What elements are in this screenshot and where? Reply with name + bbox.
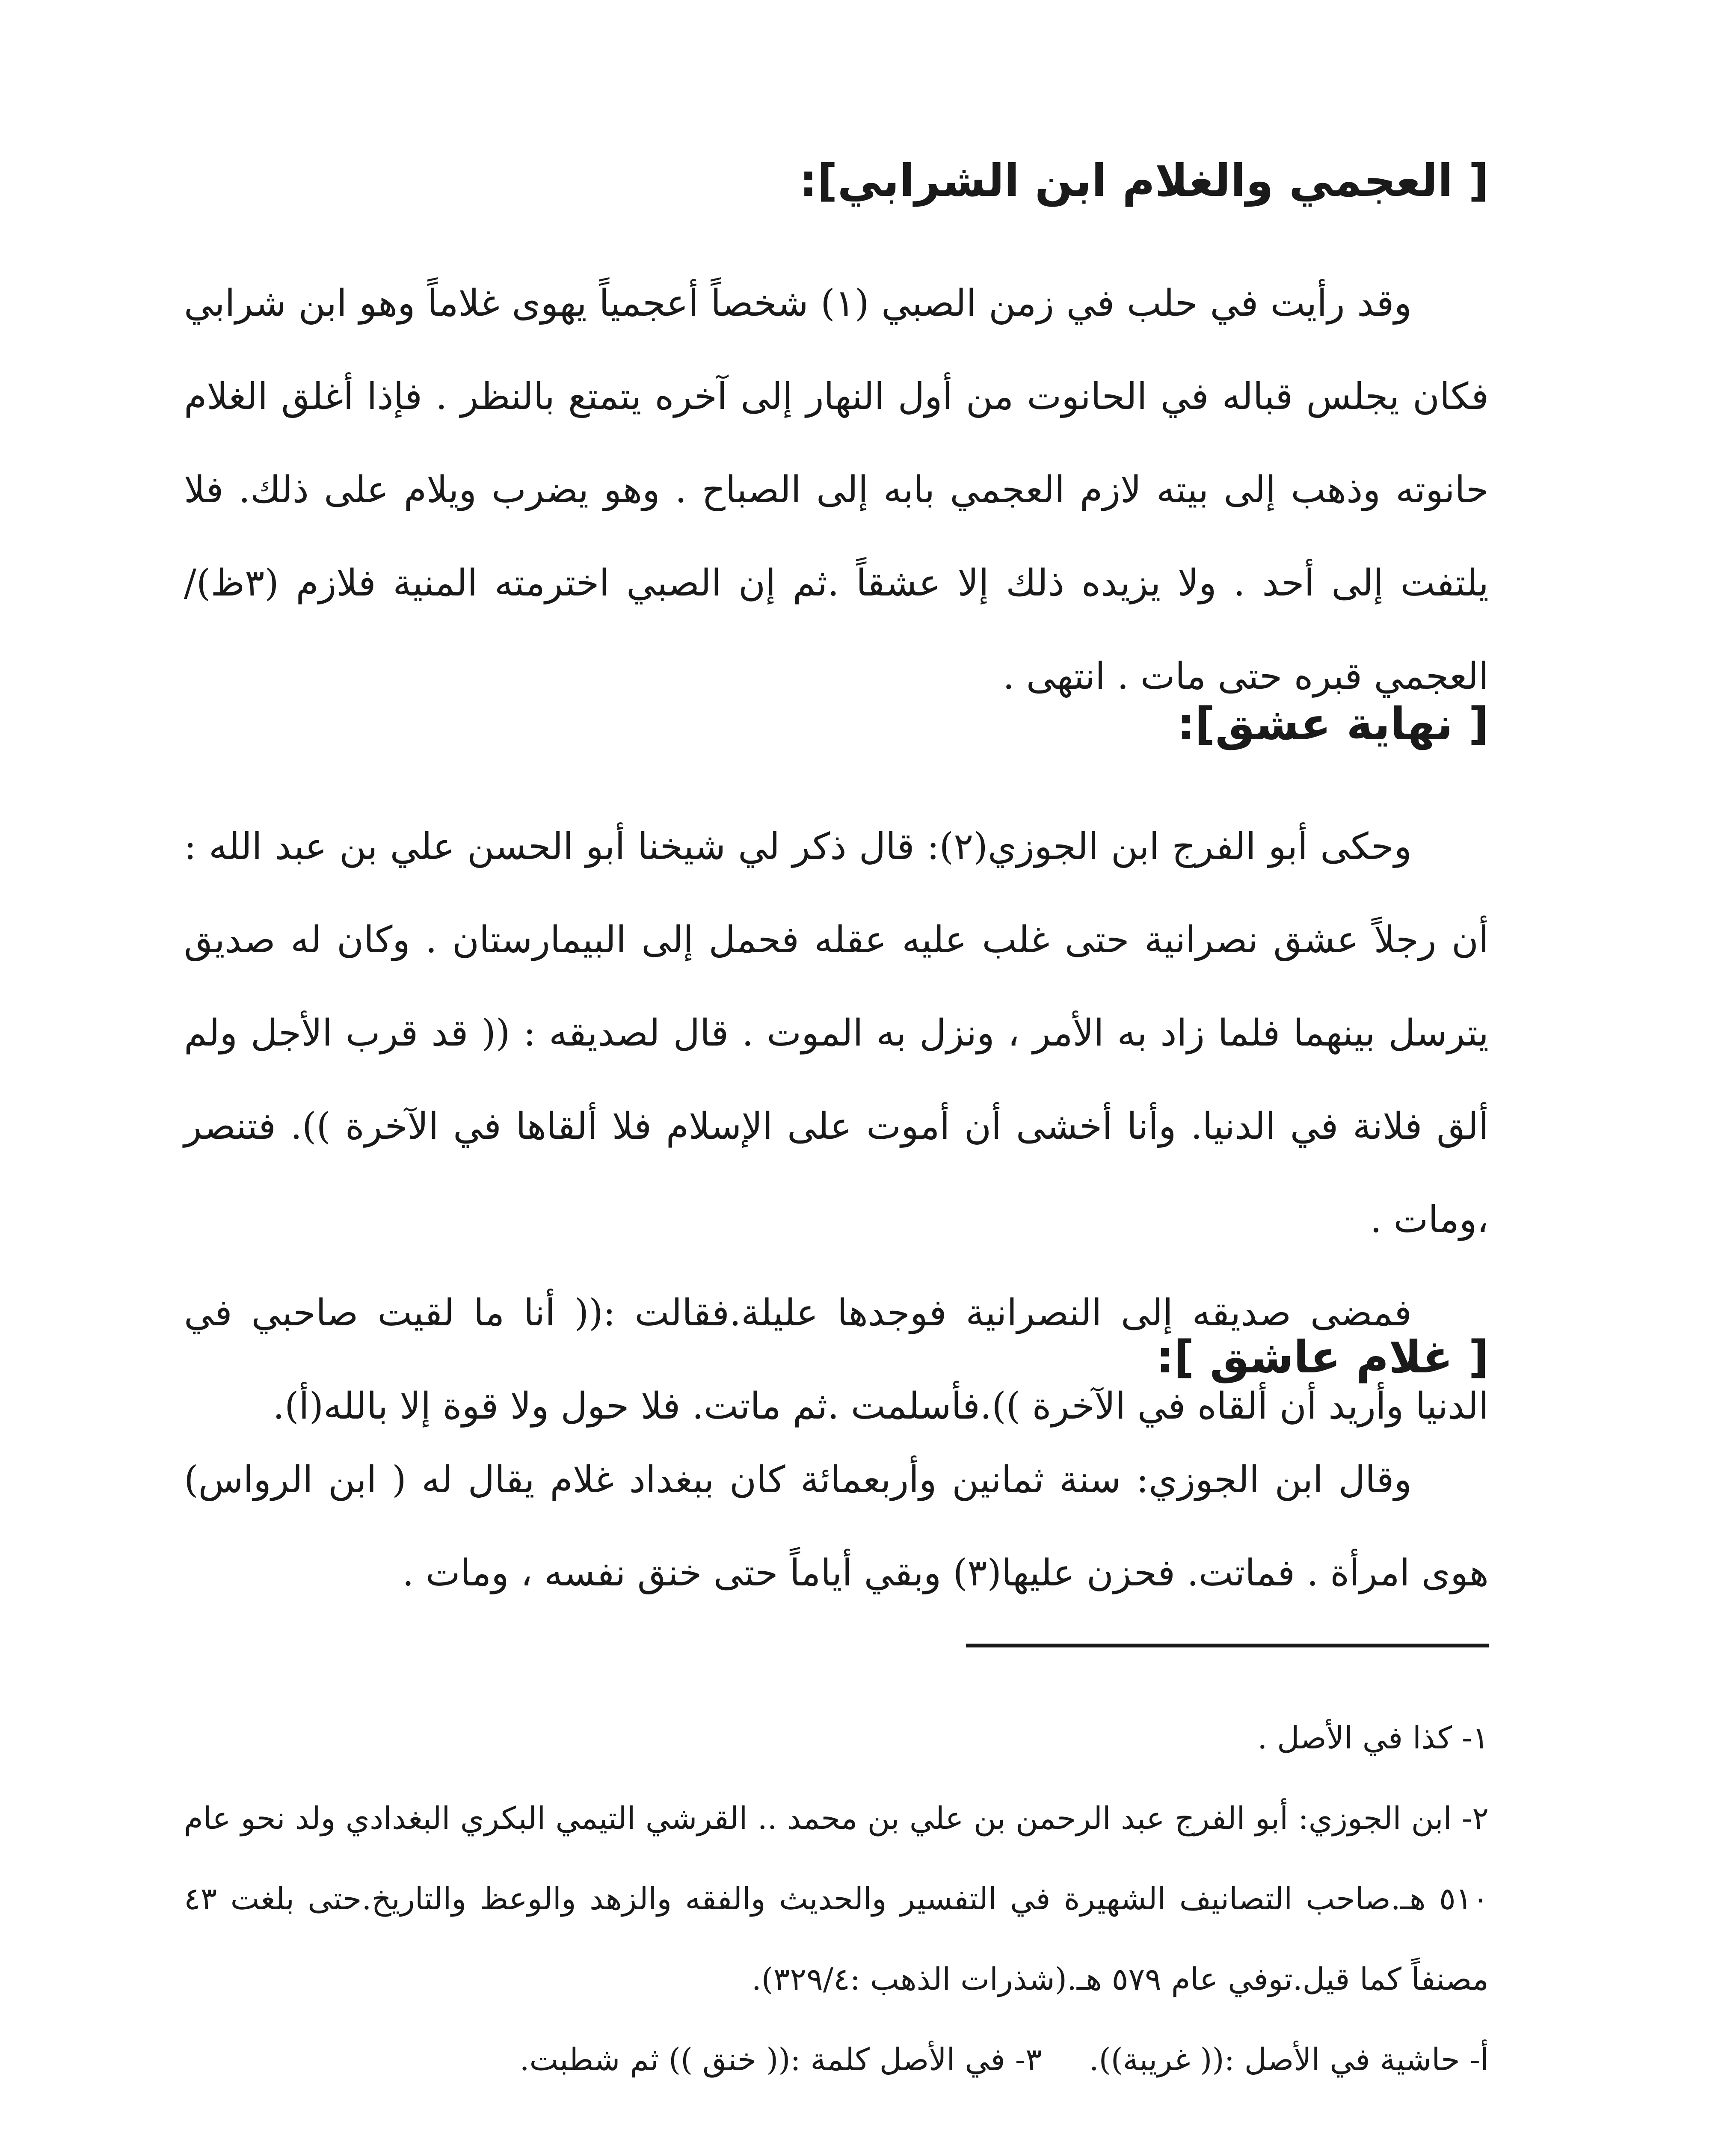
paragraph: وحكى أبو الفرج ابن الجوزي(٢): قال ذكر لي شيخنا أبو الحسن علي بن عبد الله : أن رجلاً عشق نصرانية حتى غلب عليه عقله فحمل إلى البيمارستان . وكان له صديق يترسل بينهما فلما زاد به الأمر ، ونزل به الموت . قال لصديقه : (( قد قرب الأجل ولم ألق فلانة في الدنيا. وأنا أخشى أن أموت على الإسلام فلا ألقاها في الآخرة )). فتنصر ،ومات . (184, 825, 1489, 1241)
footnote-separator (966, 1644, 1489, 1647)
footnote-a: أ- حاشية في الأصل :(( غريبة)). (1089, 2041, 1489, 2077)
paragraph: وقال ابن الجوزي: سنة ثمانين وأربعمائة كان ببغداد غلام يقال له ( ابن الرواس) هوى امرأة . فماتت. فحزن عليها(٣) وبقي أياماً حتى خنق نفسه ، ومات . (184, 1458, 1489, 1594)
footnote-3: ٣- في الأصل كلمة :(( خنق )) ثم شطبت. (519, 2041, 1042, 2077)
section-body-3 (184, 1433, 1489, 1620)
footnotes (184, 1698, 1489, 2100)
paragraph: فمضى صديقه إلى النصرانية فوجدها عليلة.فقالت :(( أنا ما لقيت صاحبي في الدنيا وأريد أن ألقاه في الآخرة )).فأسلمت .ثم ماتت. فلا حول ولا قوة إلا بالله(أ). (184, 1292, 1489, 1428)
section-heading-1: [ العجمي والغلام ابن الشرابي]: (799, 154, 1489, 207)
footnote-2: ٢- ابن الجوزي: أبو الفرج عبد الرحمن بن علي بن محمد .. القرشي التيمي البكري البغدادي ولد نحو عام ٥١٠ هـ.صاحب التصانيف الشهيرة في التفسير والحديث والفقه والزهد والوعظ والتاريخ.حتى بلغت ٤٣ مصنفاً كما قيل.توفي عام ٥٧٩ هـ.(شذرات الذهب :٣٢٩/٤). (184, 1800, 1489, 1997)
section-heading-3: [ غلام عاشق ]: (1156, 1331, 1489, 1383)
footnote-1: ١- كذا في الأصل . (1257, 1720, 1489, 1756)
section-body-1 (184, 257, 1489, 723)
paragraph: وقد رأيت في حلب في زمن الصبي (١) شخصاً أعجمياً يهوى غلاماً وهو ابن شرابي فكان يجلس قباله في الحانوت من أول النهار إلى آخره يتمتع بالنظر . فإذا أغلق الغلام حانوته وذهب إلى بيته لازم العجمي بابه إلى الصباح . وهو يضرب ويلام على ذلك. فلا يلتفت إلى أحد . ولا يزيده ذلك إلا عشقاً .ثم إن الصبي اخترمته المنية فلازم (٣ظ)/العجمي قبره حتى مات . انتهى . (184, 282, 1489, 698)
footnote-row (184, 2019, 1489, 2100)
section-heading-2: [ نهاية عشق]: (1177, 698, 1489, 750)
